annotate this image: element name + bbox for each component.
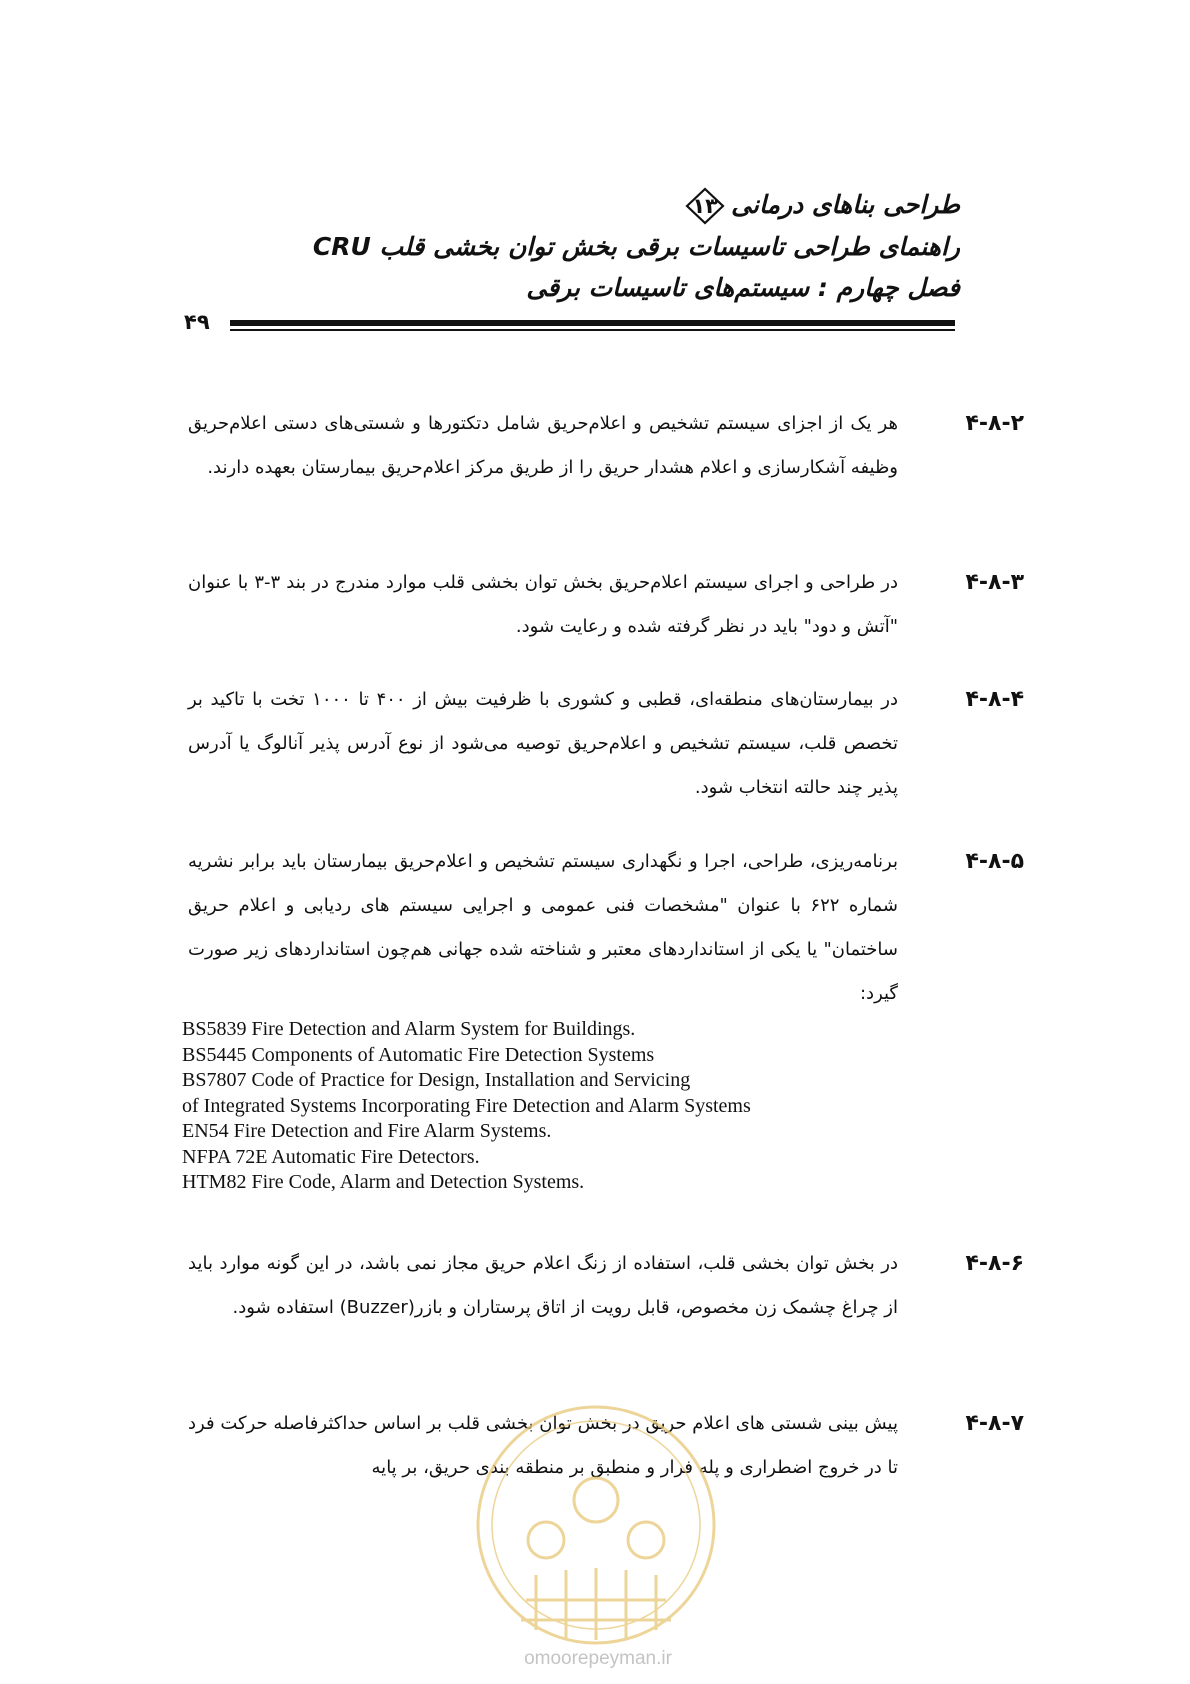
volume-number: ۱۳	[692, 194, 718, 218]
header-line-1	[260, 184, 960, 226]
paragraph-4-8-4	[119, 678, 1024, 818]
paragraph-text: در طراحی و اجرای سیستم اعلام‌حریق بخش توان بخشی قلب موارد مندرج در بند ۳-۳ با عنوان "آتش و دود" باید در نظر گرفته شده و رعایت شود.	[188, 572, 898, 637]
paragraph-text: هر یک از اجزای سیستم تشخیص و اعلام‌حریق شامل دتکتورها و شستی‌های دستی اعلام‌حریق وظیفه آشکارسازی و اعلام هشدار حریق را از طریق مرکز اعلام‌حریق بیمارستان بعهده دارند.	[188, 413, 898, 478]
watermark-seal-icon	[466, 1400, 726, 1650]
standard-item: HTM82 Fire Code, Alarm and Detection Systems.	[182, 1171, 585, 1193]
paragraph-number: ۴-۸-۴	[965, 687, 1024, 712]
standard-item: NFPA 72E Automatic Fire Detectors.	[182, 1145, 480, 1168]
paragraph-4-8-3	[119, 561, 1024, 657]
standard-item: BS7807 Code of Practice for Design, Installation and Servicing	[182, 1069, 691, 1091]
watermark-url: omoorepeyman.ir	[524, 1648, 672, 1669]
paragraph-text: در بیمارستان‌های منطقه‌ای، قطبی و کشوری با ظرفیت بیش از ۴۰۰ تا ۱۰۰۰ تخت با تاکید بر تخصص قلب، سیستم تشخیص و اعلام‌حریق توصیه می‌شود از نوع آدرس پذیر آنالوگ یا آدرس پذیر چند حالته انتخاب شود.	[188, 689, 898, 798]
header-rule-thick	[230, 320, 955, 326]
standard-item: BS5839 Fire Detection and Alarm System for Buildings.	[182, 1018, 636, 1040]
volume-badge	[681, 186, 729, 226]
paragraph-number: ۴-۸-۵	[965, 849, 1024, 874]
paragraph-4-8-5	[119, 840, 1024, 1020]
page-header	[260, 184, 960, 308]
paragraph-text: پیش بینی شستی های اعلام حریق در بخش توان بخشی قلب بر اساس حداکثرفاصله حرکت فرد تا در خروج اضطراری و پله فرار و منطبق بر منطقه بندی حریق، بر پایه	[188, 1413, 898, 1478]
paragraph-4-8-2	[119, 402, 1024, 542]
standard-item: EN54 Fire Detection and Fire Alarm Systems.	[182, 1120, 552, 1142]
paragraph-number: ۴-۸-۷	[965, 1411, 1024, 1436]
paragraph-number: ۴-۸-۲	[965, 411, 1024, 436]
paragraph-number: ۴-۸-۶	[965, 1251, 1024, 1276]
header-rule-thin	[230, 329, 955, 331]
paragraph-text: در بخش توان بخشی قلب، استفاده از زنگ اعلام حریق مجاز نمی باشد، در این گونه موارد باید از چراغ چشمک زن مخصوص، قابل رویت از اتاق پرستاران و بازر(Buzzer) استفاده شود.	[188, 1253, 898, 1318]
standard-item: of Integrated Systems Incorporating Fire Detection and Alarm Systems	[182, 1094, 751, 1117]
standards-list	[182, 1017, 902, 1196]
paragraph-number: ۴-۸-۳	[965, 570, 1024, 595]
paragraph-4-8-6	[119, 1242, 1024, 1382]
page-number: ۴۹	[184, 310, 210, 334]
header-line-2: راهنمای طراحی تاسیسات برقی بخش توان بخشی قلب CRU	[312, 232, 960, 261]
paragraph-text: برنامه‌ریزی، طراحی، اجرا و نگهداری سیستم تشخیص و اعلام‌حریق بیمارستان باید برابر نشریه شماره ۶۲۲ با عنوان "مشخصات فنی عمومی و اجرایی سیستم های ردیابی و اعلام حریق ساختمان" یا یکی از استانداردهای معتبر و شناخته شده جهانی هم‌چون استانداردهای زیر صورت گیرد:	[188, 851, 898, 1004]
standard-item: BS5445 Components of Automatic Fire Detection Systems	[182, 1043, 655, 1066]
book-series-title: طراحی بناهای درمانی	[731, 190, 960, 219]
header-line-3: فصل چهارم : سیستم‌های تاسیسات برقی	[526, 273, 960, 302]
